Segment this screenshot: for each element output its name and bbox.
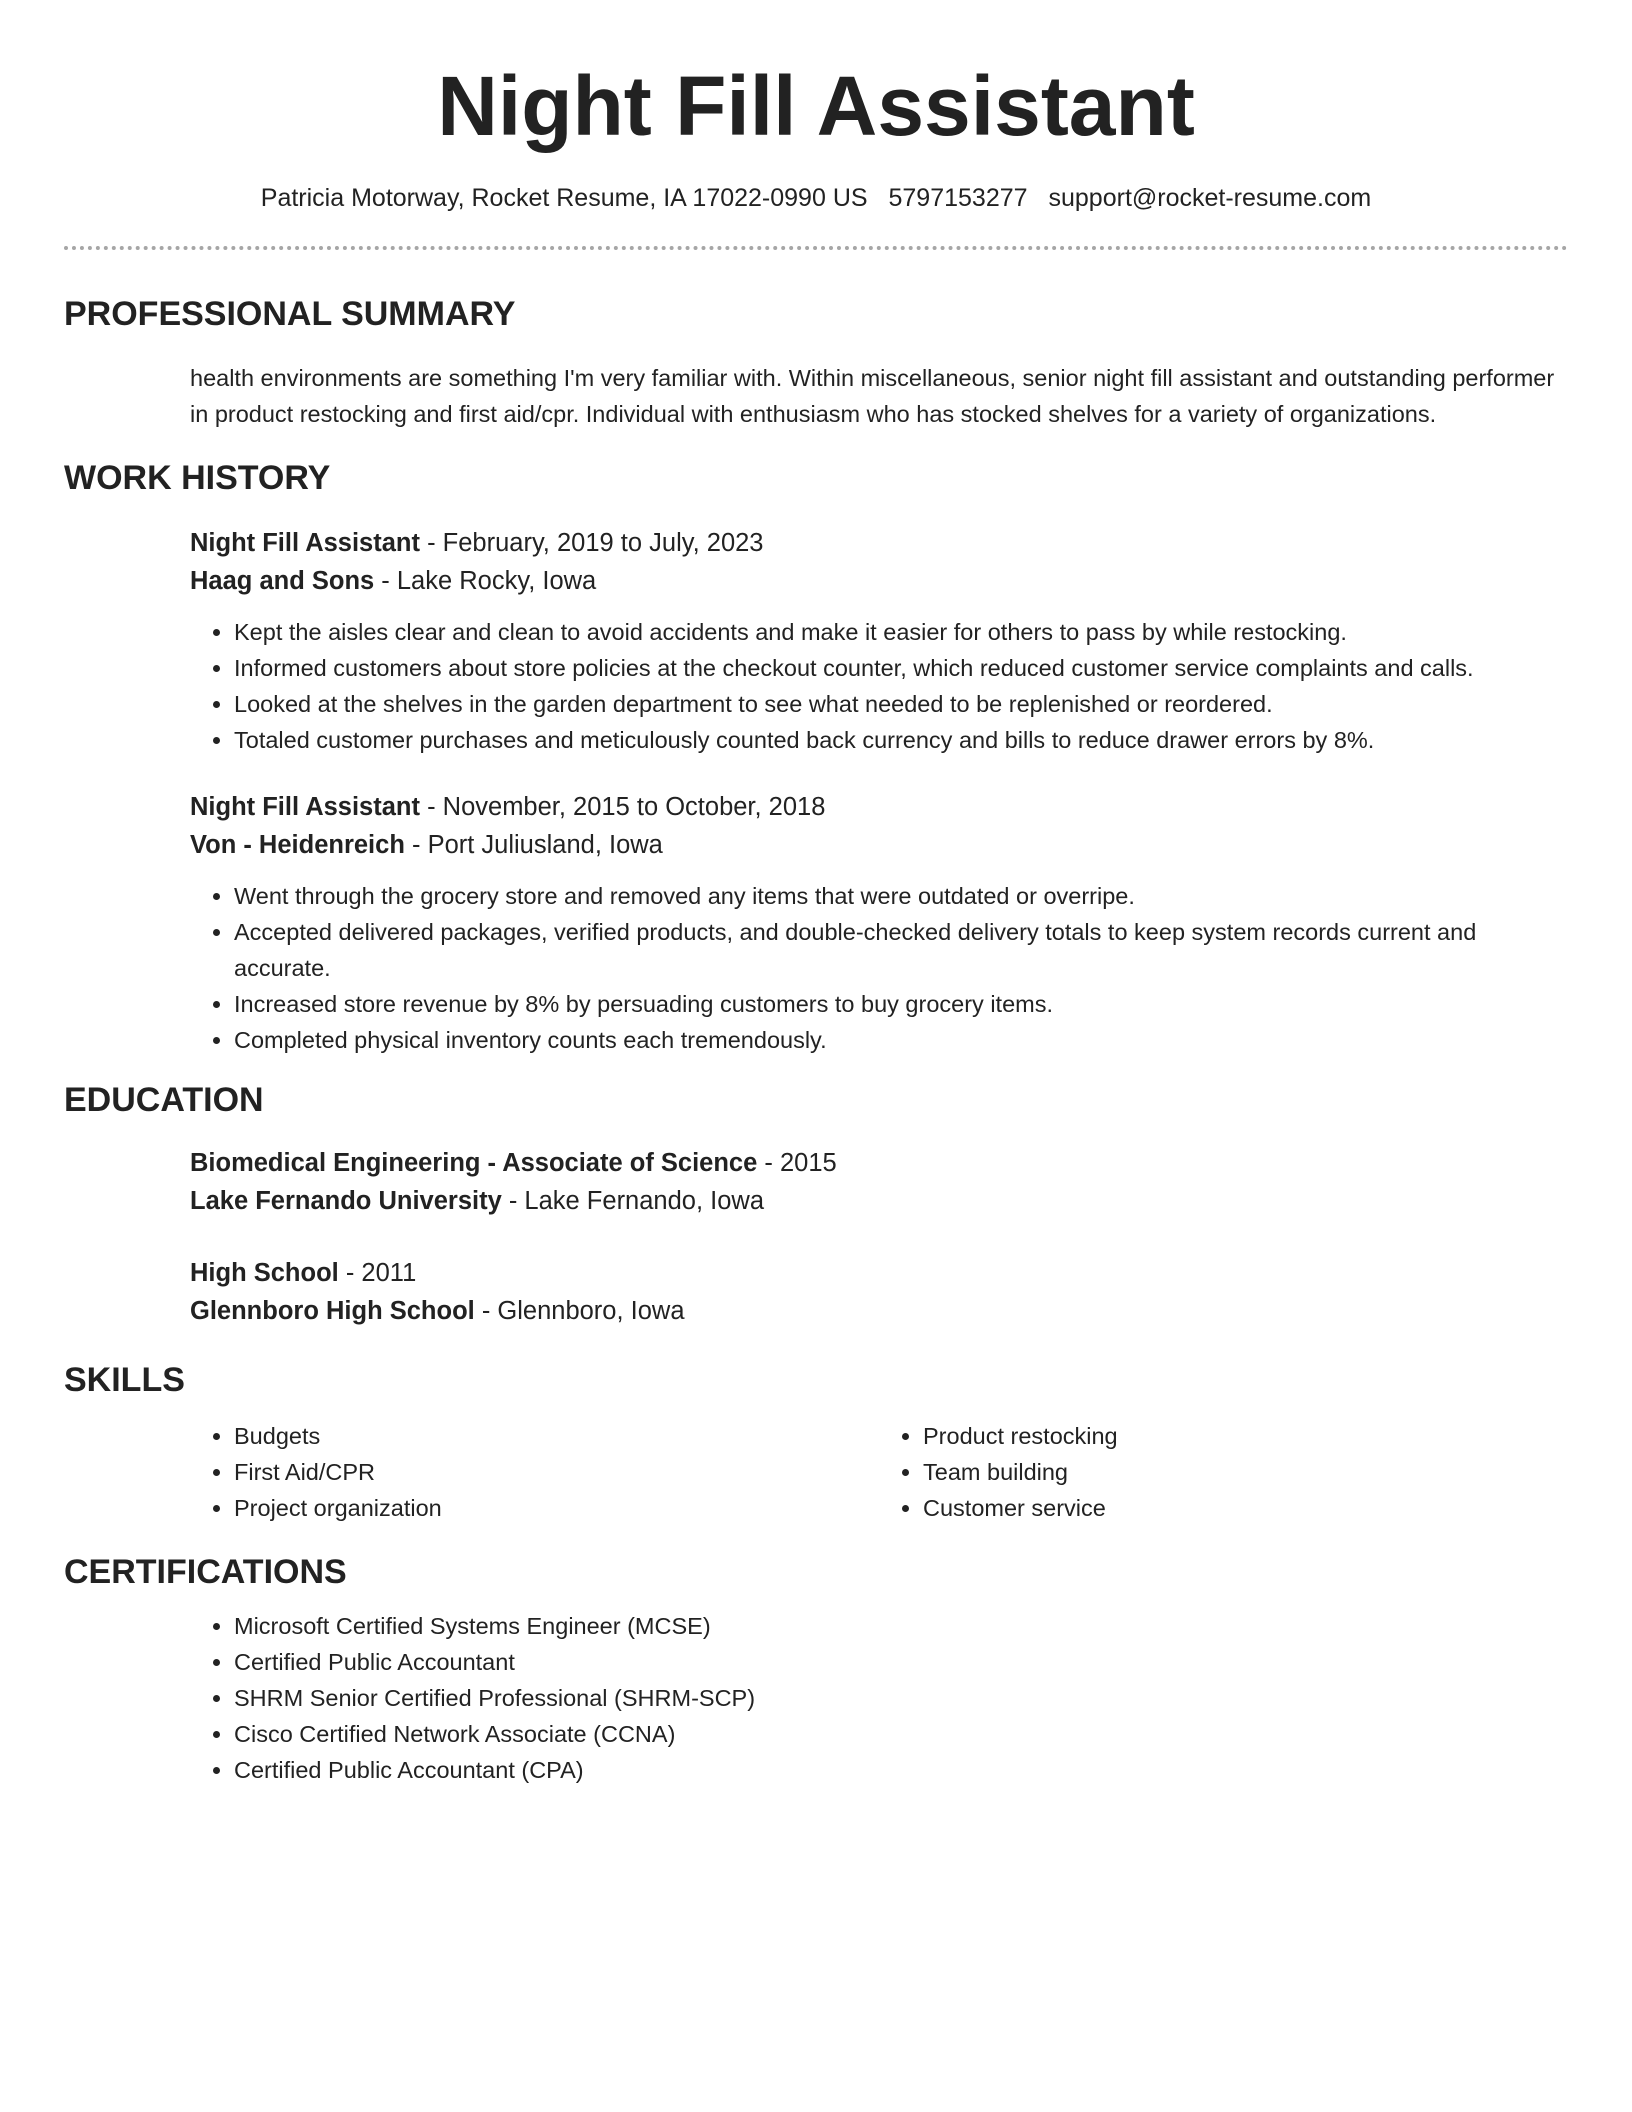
job-company-line [190,826,1568,864]
school-line [190,1292,1568,1330]
contact-line [64,182,1568,214]
education-entry [190,1144,1568,1220]
skill-item: • Customer service [923,1490,1568,1526]
certification-item: • Cisco Certified Network Associate (CCNA) [234,1716,1568,1752]
list-item: • Totaled customer purchases and meticulously counted back currency and bills to reduce drawer errors by 8%. [234,722,1568,758]
job-location: - Lake Rocky, Iowa [374,567,597,595]
job-entry [190,788,1568,1058]
certifications-list [190,1608,1568,1788]
graduation-year: - 2015 [757,1149,837,1177]
list-item: • Completed physical inventory counts each tremendously. [234,1022,1568,1058]
skills-heading: SKILLS [64,1361,185,1399]
school-line [190,1182,1568,1220]
graduation-year: - 2011 [338,1259,417,1287]
education-entry [190,1254,1568,1330]
candidate-name: Night Fill Assistant [437,59,1195,153]
school: Glennboro High School [190,1297,475,1325]
job-bullets [190,614,1568,758]
job-dates: - February, 2019 to July, 2023 [420,529,764,557]
summary-heading: PROFESSIONAL SUMMARY [64,295,516,333]
degree-line [190,1144,1568,1182]
list-item: • Informed customers about store policies at the checkout counter, which reduced customer service complaints and calls. [234,650,1568,686]
list-item: • Increased store revenue by 8% by persuading customers to buy grocery items. [234,986,1568,1022]
certification-bullets [190,1608,1568,1788]
skill-item: • Product restocking [923,1418,1568,1454]
job-title-line [190,788,1568,826]
certification-item: • Certified Public Accountant (CPA) [234,1752,1568,1788]
job-company: Haag and Sons [190,567,375,595]
degree-line [190,1254,1568,1292]
contact-email: support@rocket-resume.com [1048,184,1372,212]
job-company: Von - Heidenreich [190,831,405,859]
skills-grid [190,1418,1568,1526]
skills-column-right [879,1418,1568,1526]
school: Lake Fernando University [190,1187,502,1215]
job-position: Night Fill Assistant [190,529,420,557]
list-item: • Accepted delivered packages, verified products, and double-checked delivery totals to keep system records current and accurate. [234,914,1568,986]
skills-column-left [190,1418,879,1526]
job-dates: - November, 2015 to October, 2018 [420,793,826,821]
certification-item: • Microsoft Certified Systems Engineer (MCSE) [234,1608,1568,1644]
list-item: • Went through the grocery store and removed any items that were outdated or overripe. [234,878,1568,914]
skill-item: • First Aid/CPR [234,1454,879,1490]
skill-item: • Project organization [234,1490,879,1526]
contact-address: Patricia Motorway, Rocket Resume, IA 17022-0990 US [260,184,868,212]
job-location: - Port Juliusland, Iowa [404,831,663,859]
work-history-heading: WORK HISTORY [64,459,331,497]
summary-text: health environments are something I'm very familiar with. Within miscellaneous, senior night fill assistant and outstanding performer in product restocking and first aid/cpr. Individual with enthusiasm who has stocked shelves for a variety of organizations. [190,365,1555,427]
skill-item: • Budgets [234,1418,879,1454]
header-divider [64,246,1568,250]
job-entry [190,524,1568,758]
certification-item: • Certified Public Accountant [234,1644,1568,1680]
certifications-heading: CERTIFICATIONS [64,1553,347,1591]
list-item: • Looked at the shelves in the garden department to see what needed to be replenished or reordered. [234,686,1568,722]
school-location: - Glennboro, Iowa [474,1297,685,1325]
contact-phone: 5797153277 [888,184,1028,212]
job-bullets [190,878,1568,1058]
job-company-line [190,562,1568,600]
list-item: • Kept the aisles clear and clean to avoid accidents and make it easier for others to pass by while restocking. [234,614,1568,650]
degree: High School [190,1259,339,1287]
education-heading: EDUCATION [64,1081,264,1119]
job-title-line [190,524,1568,562]
school-location: - Lake Fernando, Iowa [501,1187,764,1215]
job-position: Night Fill Assistant [190,793,420,821]
skill-item: • Team building [923,1454,1568,1490]
certification-item: • SHRM Senior Certified Professional (SHRM-SCP) [234,1680,1568,1716]
degree: Biomedical Engineering - Associate of Science [190,1149,758,1177]
